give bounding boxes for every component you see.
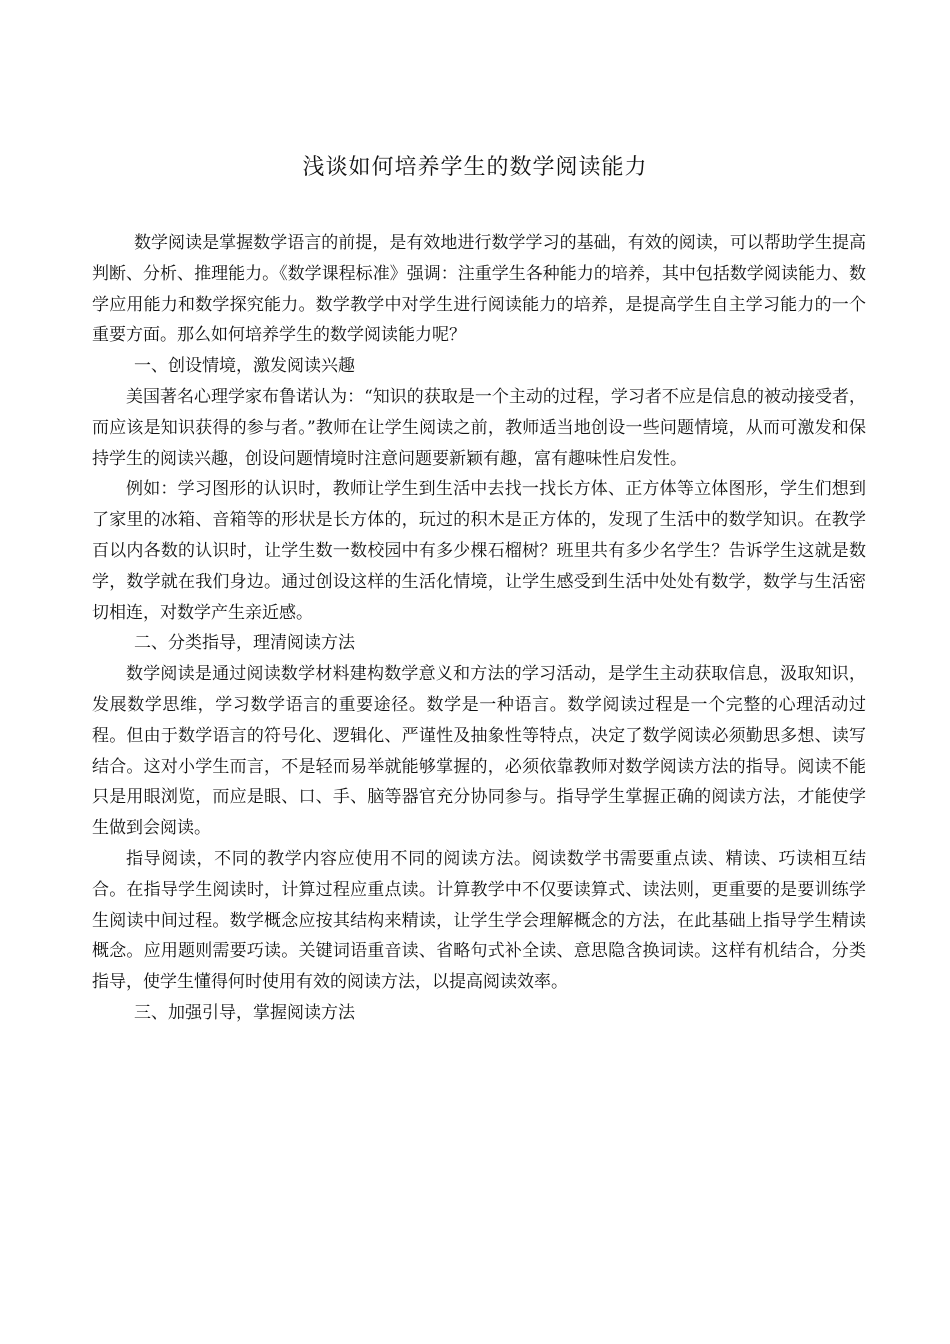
section-heading-1: 一、创设情境，激发阅读兴趣 bbox=[134, 356, 355, 377]
section-1-paragraph-1: 美国著名心理学家布鲁诺认为：“知识的获取是一个主动的过程，学习者不应是信息的被动接受者，而应该是知识获得的参与者。”教师在让学生阅读之前，教师适当地创设一些问题情境，从而可激发和保持学生的阅读兴趣，创设问题情境时注意问题要新颖有趣，富有趣味性启发性。 bbox=[92, 386, 866, 469]
document-body bbox=[92, 228, 866, 1029]
section-heading-3: 三、加强引导，掌握阅读方法 bbox=[134, 1002, 355, 1023]
intro-paragraph: 数学阅读是掌握数学语言的前提，是有效地进行数学学习的基础，有效的阅读，可以帮助学生提高判断、分析、推理能力。《数学课程标准》强调：注重学生各种能力的培养，其中包括数学阅读能力、数学应用能力和数学探究能力。数学教学中对学生进行阅读能力的培养，是提高学生自主学习能力的一个重要方面。那么如何培养学生的数学阅读能力呢？ bbox=[92, 233, 866, 346]
page-title: 浅谈如何培养学生的数学阅读能力 bbox=[302, 155, 648, 180]
section-heading-2: 二、分类指导，理清阅读方法 bbox=[134, 633, 355, 654]
section-2-paragraph-1: 数学阅读是通过阅读数学材料建构数学意义和方法的学习活动，是学生主动获取信息，汲取知识，发展数学思维，学习数学语言的重要途径。数学是一种语言。数学阅读过程是一个完整的心理活动过程。但由于数学语言的符号化、逻辑化、严谨性及抽象性等特点，决定了数学阅读必须勤思多想、读写结合。这对小学生而言，不是轻而易举就能够掌握的，必须依靠教师对数学阅读方法的指导。阅读不能只是用眼浏览，而应是眼、口、手、脑等器官充分协同参与。指导学生掌握正确的阅读方法，才能使学生做到会阅读。 bbox=[92, 664, 866, 839]
section-1-paragraph-2: 例如：学习图形的认识时，教师让学生到生活中去找一找长方体、正方体等立体图形，学生们想到了家里的冰箱、音箱等的形状是长方体的，玩过的积木是正方体的，发现了生活中的数学知识。在教学百以内各数的认识时，让学生数一数校园中有多少棵石榴树？班里共有多少名学生？告诉学生这就是数学，数学就在我们身边。通过创设这样的生活化情境，让学生感受到生活中处处有数学，数学与生活密切相连，对数学产生亲近感。 bbox=[92, 479, 866, 623]
section-2-paragraph-2: 指导阅读，不同的教学内容应使用不同的阅读方法。阅读数学书需要重点读、精读、巧读相互结合。在指导学生阅读时，计算过程应重点读。计算教学中不仅要读算式、读法则，更重要的是要训练学生阅读中间过程。数学概念应按其结构来精读，让学生学会理解概念的方法，在此基础上指导学生精读概念。应用题则需要巧读。关键词语重音读、省略句式补全读、意思隐含换词读。这样有机结合，分类指导，使学生懂得何时使用有效的阅读方法，以提高阅读效率。 bbox=[92, 848, 866, 993]
